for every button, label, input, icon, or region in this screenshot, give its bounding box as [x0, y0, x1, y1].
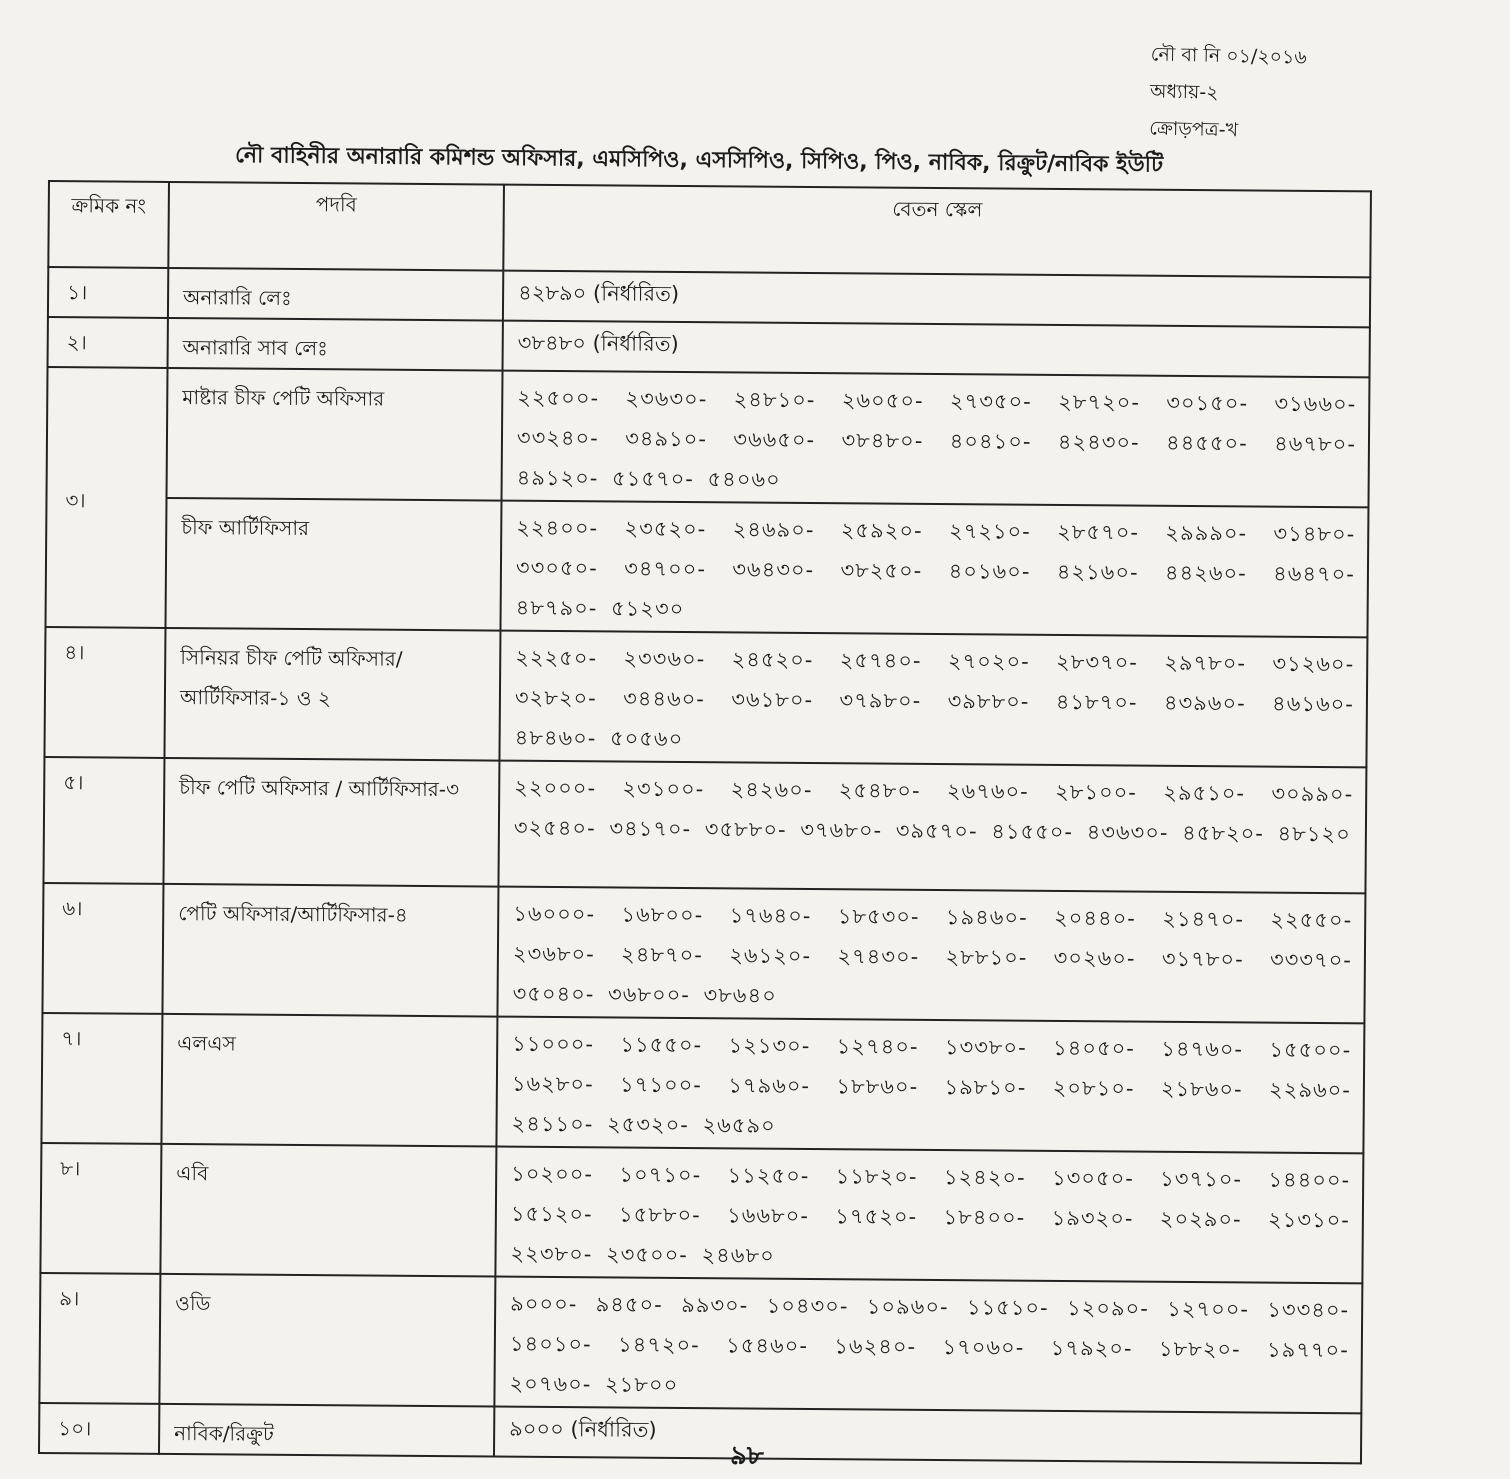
table-row [39, 1403, 1361, 1463]
header-designation: পদবি [168, 182, 504, 271]
reference-annex: ক্রোড়পত্র-খ [1149, 117, 1239, 142]
row-designation: চীফ পেটি অফিসার / আর্টিফিসার-৩ [163, 758, 499, 887]
table-row [47, 367, 1370, 507]
row-serial: ২। [48, 317, 168, 368]
header-pay-scale: বেতন স্কেল [503, 185, 1371, 278]
row-pay-scale [500, 501, 1368, 638]
row-serial: ৪। [44, 627, 165, 758]
pay-scale-text: ৯০০০- ৯৪৫০- ৯৯৩০- ১০৪৩০- ১০৯৬০- ১১৫১০- ১২০৯০- ১২৭০০- ১৩৩৪০- ১৪০১০- ১৪৭২০- ১৫৪৬০- ১৬২৪০- ১৭০৬০- ১৭৯২০- ১৮৮২০- ১৯৭৭০- ২০৭৬০- ২১৮০০ [509, 1291, 1350, 1397]
row-pay-scale: ৩৮৪৮০ (নির্ধারিত) [503, 321, 1370, 378]
row-serial: ৭। [41, 1013, 162, 1144]
row-designation: অনারারি সাব লেঃ [168, 318, 503, 371]
row-designation: পেটি অফিসার/আর্টিফিসার-৪ [162, 884, 498, 1017]
pay-scale-text: ২২৫০০- ২৩৬৩০- ২৪৮১০- ২৬০৫০- ২৭৩৫০- ২৮৭২০- ৩০১৫০- ৩১৬৬০- ৩৩২৪০- ৩৪৯১০- ৩৬৬৫০- ৩৮৪৮০- ৪০৪১০- ৪২৪৩০- ৪৪৫৫০- ৪৬৭৮০- ৪৯১২০- ৫১৫৭০- ৫৪০৬০ [516, 385, 1357, 492]
row-designation: এলএস [161, 1014, 497, 1147]
table-row [41, 1013, 1364, 1153]
pay-scale-table [38, 180, 1372, 1464]
reference-block [1149, 36, 1307, 150]
pay-scale-text: ২২৪০০- ২৩৫২০- ২৪৬৯০- ২৫৯২০- ২৭২১০- ২৮৫৭০- ২৯৯৯০- ৩১৪৮০- ৩৩০৫০- ৩৪৭০০- ৩৬৪৩০- ৩৮২৫০- ৪০১৬০- ৪২১৬০- ৪৪২৬০- ৪৬৪৭০- ৪৮৭৯০- ৫১২৩০ [515, 515, 1356, 622]
reference-number: নৌ বা নি ০১/২০১৬ [1150, 43, 1307, 69]
row-pay-scale [494, 1277, 1362, 1414]
row-pay-scale [501, 371, 1369, 508]
pay-scale-text: ১১০০০- ১১৫৫০- ১২১৩০- ১২৭৪০- ১৩৩৮০- ১৪০৫০- ১৪৭৬০- ১৫৫০০- ১৬২৮০- ১৭১০০- ১৭৯৬০- ১৮৮৬০- ১৯৮১০- ২০৮১০- ২১৮৬০- ২২৯৬০- ২৪১১০- ২৫৩২০- ২৬৫৯০ [511, 1031, 1352, 1138]
table-row [40, 1143, 1363, 1283]
row-designation: চীফ আর্টিফিসার [165, 498, 501, 631]
table-row [44, 627, 1367, 767]
table-row [42, 883, 1365, 1023]
row-designation: এবি [160, 1144, 496, 1277]
row-pay-scale [496, 1017, 1364, 1154]
row-designation: অনারারি লেঃ [168, 268, 503, 321]
page-number: ৯৮ [730, 1441, 764, 1471]
row-designation: ওডি [159, 1274, 495, 1407]
row-designation: নাবিক/রিক্রুট [159, 1404, 494, 1457]
row-designation: সিনিয়র চীফ পেটি অফিসার/ আর্টিফিসার-১ ও ২ [164, 628, 500, 761]
reference-chapter: অধ্যায়-২ [1149, 80, 1219, 104]
pay-scale-text: ১০২০০- ১০৭১০- ১১২৫০- ১১৮২০- ১২৪২০- ১৩০৫০- ১৩৭১০- ১৪৪০০- ১৫১২০- ১৫৮৮০- ১৬৬৮০- ১৭৫২০- ১৮৪০০- ১৯৩২০- ২০২৯০- ২১৩১০- ২২৩৮০- ২৩৫০০- ২৪৬৮০ [510, 1161, 1351, 1268]
row-serial: ১০। [39, 1403, 159, 1454]
pay-scale-text: ১৬০০০- ১৬৮০০- ১৭৬৪০- ১৮৫৩০- ১৯৪৬০- ২০৪৪০- ২১৪৭০- ২২৫৫০- ২৩৬৮০- ২৪৮৭০- ২৬১২০- ২৭৪৩০- ২৮৮১০- ৩০২৬০- ৩১৭৮০- ৩৩৩৭০- ৩৫০৪০- ৩৬৮০০- ৩৮৬৪০ [512, 901, 1353, 1008]
row-pay-scale: ৯০০০ (নির্ধারিত) [494, 1407, 1361, 1464]
row-pay-scale [497, 887, 1365, 1024]
row-serial: ৬। [42, 883, 163, 1014]
row-pay-scale [499, 631, 1367, 768]
row-pay-scale: ৪২৮৯০ (নির্ধারিত) [503, 271, 1370, 328]
row-serial: ১। [48, 267, 168, 318]
pay-scale-text: ২২০০০- ২৩১০০- ২৪২৬০- ২৫৪৮০- ২৬৭৬০- ২৮১০০- ২৯৫১০- ৩০৯৯০- ৩২৫৪০- ৩৪১৭০- ৩৫৮৮০- ৩৭৬৮০- ৩৯৫৭০- ৪১৫৫০- ৪৩৬৩০- ৪৫৮২০- ৪৮১২০ [513, 775, 1354, 847]
table-header-row [48, 181, 1371, 277]
document-title: নৌ বাহিনীর অনারারি কমিশন্ড অফিসার, এমসিপিও, এসসিপিও, সিপিও, পিও, নাবিক, রিক্রুট/নাবিক ইউটি [234, 143, 1164, 178]
table-row [39, 1273, 1362, 1413]
pay-scale-sheet [38, 180, 1372, 1464]
table-row [45, 497, 1368, 637]
pay-scale-text: ২২২৫০- ২৩৩৬০- ২৪৫২০- ২৫৭৪০- ২৭০২০- ২৮৩৭০- ২৯৭৮০- ৩১২৬০- ৩২৮২০- ৩৪৪৬০- ৩৬১৮০- ৩৭৯৮০- ৩৯৮৮০- ৪১৮৭০- ৪৩৯৬০- ৪৬১৬০- ৪৮৪৬০- ৫০৫৬০ [514, 645, 1355, 752]
row-serial: ৫। [43, 757, 164, 884]
row-pay-scale [498, 761, 1366, 894]
header-serial: ক্রমিক নং [48, 181, 169, 268]
row-serial: ৯। [39, 1273, 160, 1404]
row-designation: মাষ্টার চীফ পেটি অফিসার [167, 368, 503, 501]
row-pay-scale [495, 1147, 1363, 1284]
row-serial: ৮। [40, 1143, 161, 1274]
row-serial: ৩। [45, 367, 167, 628]
table-row [43, 757, 1366, 893]
